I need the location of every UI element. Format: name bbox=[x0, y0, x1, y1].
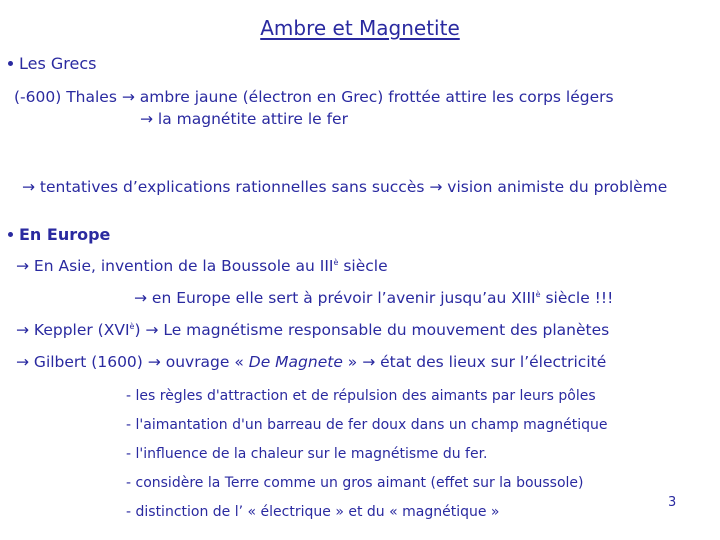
arrow-icon: → bbox=[145, 321, 159, 339]
asia-line bbox=[16, 257, 388, 275]
arrow-icon: → bbox=[16, 257, 29, 275]
arrow-icon: → bbox=[147, 353, 161, 371]
gilbert-point: - les règles d'attraction et de répulsion des aimants par leurs pôles bbox=[126, 388, 596, 404]
keppler-line bbox=[16, 321, 609, 339]
arrow-icon: → bbox=[16, 321, 29, 339]
gilbert-point: - distinction de l’ « électrique » et du « magnétique » bbox=[126, 504, 500, 520]
asia-tail: siècle bbox=[338, 257, 388, 275]
arrow-icon: → bbox=[362, 353, 376, 371]
thales-line-2 bbox=[140, 110, 348, 128]
slide-title-row bbox=[0, 16, 720, 40]
gilbert-mid-2: » bbox=[342, 353, 363, 371]
greeks-conclusion bbox=[22, 178, 667, 196]
bullet-icon bbox=[8, 232, 13, 237]
arrow-icon: → bbox=[140, 110, 153, 128]
europe-line bbox=[134, 289, 613, 307]
conclusion-text-1: tentatives d’explications rationnelles sans succès bbox=[35, 178, 430, 196]
thales-text-2: la magnétite attire le fer bbox=[153, 110, 348, 128]
asia-sup: è bbox=[333, 257, 339, 267]
keppler-sup: è bbox=[129, 321, 135, 331]
keppler-text: Keppler (XVI bbox=[29, 321, 130, 339]
keppler-mid: ) bbox=[134, 321, 146, 339]
conclusion-text-2: vision animiste du problème bbox=[442, 178, 668, 196]
europe-heading-row bbox=[8, 225, 110, 244]
thales-prefix: (-600) Thales bbox=[14, 88, 122, 106]
gilbert-point: - considère la Terre comme un gros aimant (effet sur la boussole) bbox=[126, 475, 584, 491]
thales-text-1: ambre jaune (électron en Grec) frottée attire les corps légers bbox=[134, 88, 614, 106]
gilbert-book: De Magnete bbox=[248, 353, 343, 371]
europe-tail: siècle !!! bbox=[540, 289, 614, 307]
asia-text: En Asie, invention de la Boussole au III bbox=[29, 257, 334, 275]
gilbert-point: - l'influence de la chaleur sur le magnétisme du fer. bbox=[126, 446, 488, 462]
gilbert-line bbox=[16, 353, 606, 371]
gilbert-point: - l'aimantation d'un barreau de fer doux dans un champ magnétique bbox=[126, 417, 608, 433]
arrow-icon: → bbox=[16, 353, 29, 371]
keppler-tail: Le magnétisme responsable du mouvement des planètes bbox=[158, 321, 610, 339]
thales-line-1 bbox=[14, 88, 614, 106]
europe-sup: è bbox=[535, 289, 541, 299]
gilbert-tail: état des lieux sur l’électricité bbox=[375, 353, 607, 371]
page-number: 3 bbox=[668, 495, 677, 510]
gilbert-text: Gilbert (1600) bbox=[29, 353, 148, 371]
arrow-icon: → bbox=[22, 178, 35, 196]
arrow-icon: → bbox=[429, 178, 443, 196]
europe-text: en Europe elle sert à prévoir l’avenir jusqu’au XIII bbox=[147, 289, 536, 307]
arrow-icon: → bbox=[134, 289, 147, 307]
europe-heading: En Europe bbox=[19, 225, 111, 244]
greeks-heading-row bbox=[8, 54, 97, 73]
bullet-icon bbox=[8, 61, 13, 66]
gilbert-mid: ouvrage « bbox=[160, 353, 249, 371]
slide-title: Ambre et Magnetite bbox=[260, 16, 460, 40]
arrow-icon: → bbox=[121, 88, 135, 106]
greeks-heading: Les Grecs bbox=[19, 54, 97, 73]
